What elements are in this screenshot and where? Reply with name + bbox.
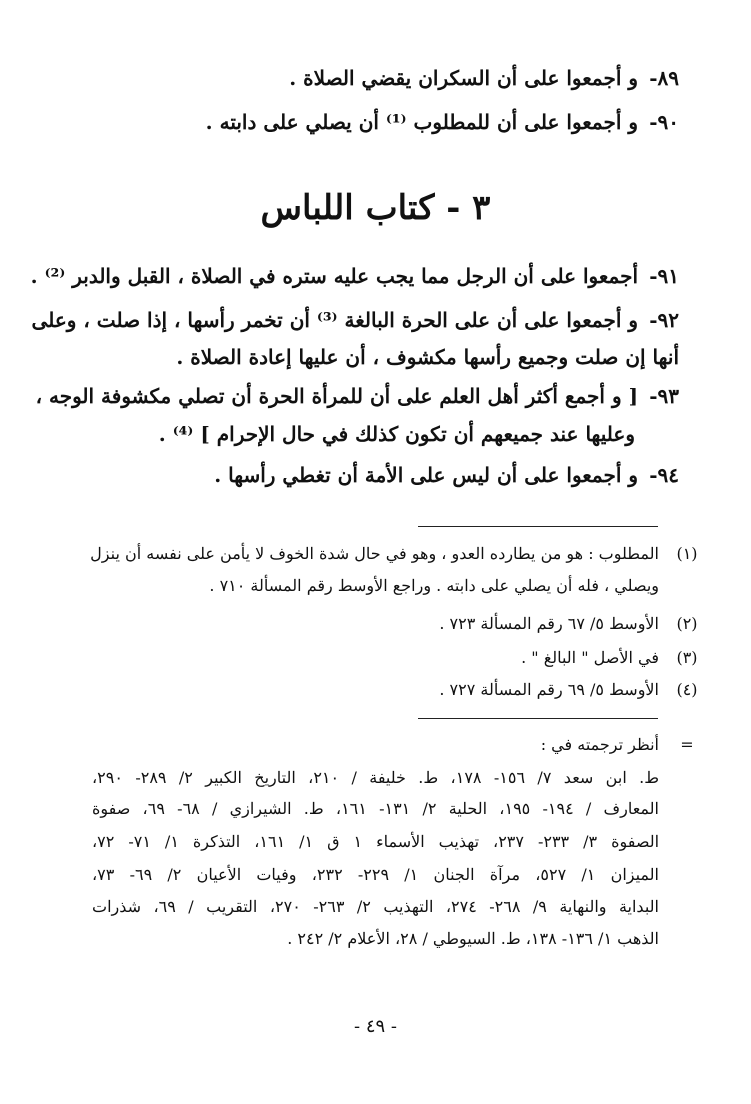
- item-number: ٩٢-: [649, 308, 679, 332]
- item-94: [86, 463, 679, 487]
- biography-separator: [418, 718, 658, 719]
- item-90: [86, 110, 679, 134]
- footnote-mark: (١): [676, 544, 698, 563]
- item-92-continuation: [86, 345, 679, 369]
- biography-heading-text: أنظر ترجمته في :: [540, 735, 659, 754]
- item-text: و أجمعوا على أن ليس على الأمة أن تغطي رأسها .: [214, 463, 639, 487]
- item-text: و أجمعوا على أن للمطلوب ⁽¹⁾ أن يصلي على دابته .: [205, 110, 639, 134]
- continuation-mark: =: [680, 735, 694, 754]
- biography-line: ط. ابن سعد ٧/ ١٥٦- ١٧٨، ط. خليفة / ٢١٠، التاريخ الكبير ٢/ ٢٨٩- ٢٩٠،: [92, 768, 660, 787]
- footnote-text: في الأصل " البالغ " .: [521, 648, 659, 667]
- chapter-title: ٣ - كتاب اللباس: [260, 188, 491, 228]
- item-93-continuation: [86, 422, 635, 446]
- item-number: ٩٠-: [649, 110, 679, 134]
- biography-line: الميزان ١/ ٥٢٧، مرآة الجنان ١/ ٢٢٩- ٢٣٢، وفيات الأعيان ٢/ ٦٩- ٧٣،: [92, 865, 660, 884]
- item-93: [35, 384, 679, 408]
- item-92: [31, 308, 679, 332]
- footnote-text: ويصلي ، فله أن يصلي على دابته . وراجع الأوسط رقم المسألة ٧١٠ .: [209, 576, 659, 595]
- item-text: [ و أجمع أكثر أهل العلم على أن للمرأة الحرة أن تصلي مكشوفة الوجه ،: [35, 384, 639, 408]
- biography-line: المعارف / ١٩٤- ١٩٥، الحلية ٢/ ١٣١- ١٦١، ط. الشيرازي / ٦٨- ٦٩، صفوة: [92, 799, 659, 818]
- footnote-text: الأوسط ٥/ ٦٩ رقم المسألة ٧٢٧ .: [439, 680, 659, 699]
- item-text: وعليها عند جميعهم أن تكون كذلك في حال الإحرام ] ⁽⁴⁾ .: [158, 422, 635, 446]
- footnote-separator: [418, 526, 658, 527]
- page-number: - ٤٩ -: [354, 1016, 397, 1037]
- item-text: و أجمعوا على أن السكران يقضي الصلاة .: [289, 66, 639, 90]
- footnote-mark: (٣): [676, 648, 698, 667]
- item-number: ٩١-: [649, 264, 679, 288]
- item-text: و أجمعوا على أن على الحرة البالغة ⁽³⁾ أن تخمر رأسها ، إذا صلت ، وعلى: [31, 308, 639, 332]
- item-text: أنها إن صلت وجميع رأسها مكشوف ، أن عليها إعادة الصلاة .: [176, 345, 679, 369]
- item-89: [86, 66, 679, 90]
- item-91: [30, 264, 679, 288]
- item-text: أجمعوا على أن الرجل مما يجب عليه ستره في الصلاة ، القبل والدبر ⁽²⁾ .: [30, 264, 639, 288]
- item-number: ٨٩-: [649, 66, 679, 90]
- biography-line: الصفوة ٣/ ٢٣٣- ٢٣٧، تهذيب الأسماء ١ ق ١/ ١٦١، التذكرة ١/ ٧١- ٧٢،: [92, 832, 660, 851]
- footnote-mark: (٢): [676, 614, 698, 633]
- footnote-mark: (٤): [676, 680, 698, 699]
- item-number: ٩٤-: [649, 463, 679, 487]
- biography-line: البداية والنهاية ٩/ ٢٦٨- ٢٧٤، التهذيب ٢/ ٢٦٣- ٢٧٠، التقريب / ٦٩، شذرات: [92, 897, 659, 916]
- item-number: ٩٣-: [649, 384, 679, 408]
- biography-line: الذهب ١/ ١٣٦- ١٣٨، ط. السيوطي / ٢٨، الأعلام ٢/ ٢٤٢ .: [287, 929, 659, 948]
- footnote-text: المطلوب : هو من يطارده العدو ، وهو في حال شدة الخوف لا يأمن على نفسه أن ينزل: [90, 544, 659, 563]
- footnote-text: الأوسط ٥/ ٦٧ رقم المسألة ٧٢٣ .: [439, 614, 659, 633]
